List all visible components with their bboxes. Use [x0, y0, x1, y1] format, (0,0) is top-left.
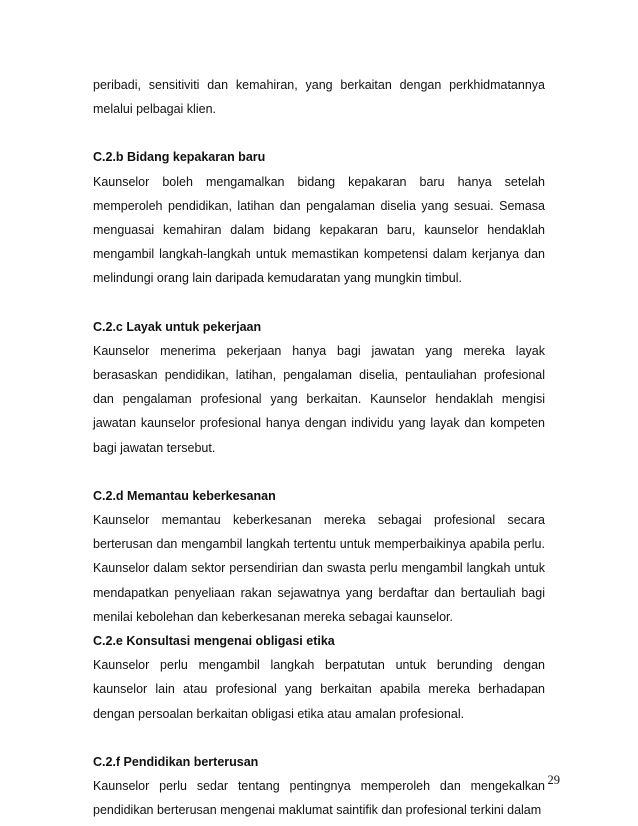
- page-content: [93, 73, 545, 822]
- section-heading-c2c: C.2.c Layak untuk pekerjaan: [93, 319, 262, 334]
- section-spacer: [93, 291, 545, 315]
- section-heading-c2f: C.2.f Pendidikan berterusan: [93, 754, 259, 769]
- section-body-c2b: Kaunselor boleh mengamalkan bidang kepakaran baru hanya setelah memperoleh pendidikan, latihan dan pengalaman diselia yang sesuai. Semasa menguasai kemahiran dalam bidang kepakaran baru, kaunselor hendaklah mengambil langkah-langkah untuk memastikan kompetensi dalam kerjanya dan melindungi orang lain daripada kemudaratan yang mungkin timbul.: [93, 174, 545, 286]
- section-heading-c2d: C.2.d Memantau keberkesanan: [93, 488, 276, 503]
- section-body-c2c: Kaunselor menerima pekerjaan hanya bagi jawatan yang mereka layak berasaskan pendidikan, latihan, pengalaman diselia, pentauliahan profesional dan pengalaman profesional yang berkaitan. Kaunselor hendaklah mengisi jawatan kaunselor profesional hanya dengan individu yang layak dan kompeten bagi jawatan tersebut.: [93, 343, 545, 455]
- section-heading-c2e: C.2.e Konsultasi mengenai obligasi etika: [93, 634, 335, 649]
- section-spacer: [93, 726, 545, 750]
- page-number: 29: [547, 773, 560, 787]
- section-body-c2e: Kaunselor perlu mengambil langkah berpatutan untuk berunding dengan kaunselor lain atau profesional yang berkaitan apabila mereka berhadapan dengan persoalan berkaitan obligasi etika atau amalan profesional.: [93, 658, 545, 721]
- section-heading-c2b: C.2.b Bidang kepakaran baru: [93, 150, 266, 165]
- intro-paragraph: peribadi, sensitiviti dan kemahiran, yang berkaitan dengan perkhidmatannya melalui pelbagai klien.: [93, 78, 545, 117]
- section-spacer: [93, 121, 545, 145]
- section-body-c2d: Kaunselor memantau keberkesanan mereka sebagai profesional secara berterusan dan mengambil langkah tertentu untuk memperbaikinya apabila perlu. Kaunselor dalam sektor persendirian dan swasta perlu mengambil langkah untuk mendapatkan penyeliaan rakan sejawatnya yang berdaftar dan bertauliah bagi menilai kebolehan dan keberkesanan mereka sebagai kaunselor.: [93, 513, 545, 624]
- section-spacer: [93, 460, 545, 484]
- section-body-c2f: Kaunselor perlu sedar tentang pentingnya memperoleh dan mengekalkan pendidikan berterusan mengenai maklumat saintifik dan profesional terkini dalam: [93, 779, 545, 818]
